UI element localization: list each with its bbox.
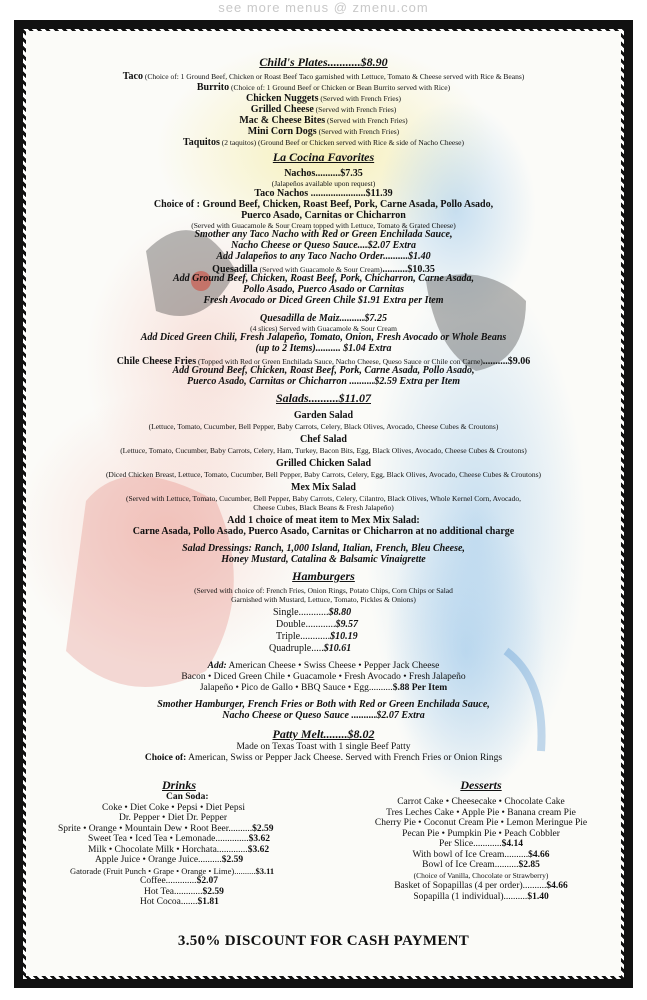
drinks-line: Dr. Pepper • Diet Dr. Pepper xyxy=(119,813,228,823)
taco-nachos-price: Taco Nachos ......................$11.39 xyxy=(254,188,393,199)
child-item-nuggets: Chicken Nuggets (Served with French Fries) xyxy=(246,93,401,104)
salad-dressings-1: Salad Dressings: Ranch, 1,000 Island, Italian, French, Bleu Cheese, xyxy=(182,543,465,554)
drinks-line: Sprite • Orange • Mountain Dew • Root Beer..........$2.59 xyxy=(58,823,274,834)
hamburgers-note-2: Garnished with Mustard, Lettuce, Tomato, Pickles & Onions) xyxy=(231,595,416,604)
mex-mix-meat-1: Add 1 choice of meat item to Mex Mix Salad: xyxy=(227,515,420,526)
drinks-line: Milk • Chocolate Milk • Horchata.............$3.62 xyxy=(88,844,270,855)
drinks-line: Coffee.............$2.07 xyxy=(140,876,218,886)
jalapenos-add: Add Jalapeños to any Taco Nacho Order..........$1.40 xyxy=(216,251,431,262)
quesadilla-add-1: Add Ground Beef, Chicken, Roast Beef, Pork, Chicharron, Carne Asada, xyxy=(172,273,475,284)
maiz-add-2: (up to 2 Items).......... $1.04 Extra xyxy=(255,343,392,354)
mex-mix-meat-2: Carne Asada, Pollo Asado, Puerco Asado, Carnitas or Chicharron at no additional charge xyxy=(132,526,515,537)
quesadilla-add-3: Fresh Avocado or Diced Green Chile $1.91 Extra per Item xyxy=(203,295,444,306)
drinks-line: Gatorade (Fruit Punch • Grape • Orange • Lime)..........$3.11 xyxy=(70,865,275,876)
burger-add-2: Bacon • Diced Green Chile • Guacamole • Fresh Avocado • Fresh Jalapeño xyxy=(181,672,466,682)
patty-melt-line-1: Made on Texas Toast with 1 single Beef Patty xyxy=(236,742,411,752)
menu-page xyxy=(26,31,621,976)
smother-line-1: Smother any Taco Nacho with Red or Green Enchilada Sauce, xyxy=(194,229,453,240)
child-item-mac-cheese: Mac & Cheese Bites (Served with French Fries) xyxy=(239,115,408,126)
taco-nachos-choice-1: Choice of : Ground Beef, Chicken, Roast Beef, Pork, Carne Asada, Pollo Asado, xyxy=(153,199,494,210)
desserts-line: With bowl of Ice Cream..........$4.66 xyxy=(412,849,550,860)
drinks-section xyxy=(58,778,328,908)
drinks-line: Sweet Tea • Iced Tea • Lemonade..............$3.62 xyxy=(88,834,270,844)
desserts-line: Sopapilla (1 individual)..........$1.40 xyxy=(413,891,549,902)
child-item-taquitos: Taquitos (2 taquitos) (Ground Beef or Chicken served with Rice & side of Nacho Cheese) xyxy=(183,137,464,148)
salad-dressings-2: Honey Mustard, Catalina & Balsamic Vinaigrette xyxy=(221,554,426,565)
child-item-grilled-cheese: Grilled Cheese (Served with French Fries) xyxy=(250,104,397,115)
maiz-add-1: Add Diced Green Chili, Fresh Jalapeño, Tomato, Onion, Fresh Avocado or Whole Beans xyxy=(140,332,507,343)
mex-mix-salad-desc-1: (Served with Lettuce, Tomato, Cucumber, Bell Pepper, Baby Carrots, Celery, Cilantro, Black Olives, Whole Kernel Corn, Avocado, xyxy=(126,494,521,503)
size-triple: Triple............$10.19 xyxy=(276,631,358,642)
patty-melt-line-2: Choice of: American, Swiss or Pepper Jack Cheese. Served with French Fries or Onion Rings xyxy=(144,753,503,763)
size-single: Single............$8.80 xyxy=(273,607,352,618)
patty-melt-title: Patty Melt........$8.02 xyxy=(272,727,375,741)
hamburger-sizes xyxy=(269,607,423,655)
garden-salad: Garden Salad xyxy=(293,410,354,421)
burger-smother-1: Smother Hamburger, French Fries or Both with Red or Green Enchilada Sauce, xyxy=(157,699,490,710)
watermark: see more menus @ zmenu.com xyxy=(218,0,429,15)
desserts-line: (Choice of Vanilla, Chocolate or Strawberry) xyxy=(413,870,549,880)
mex-mix-salad: Mex Mix Salad xyxy=(291,482,356,493)
desserts-line: Tres Leches Cake • Apple Pie • Banana cream Pie xyxy=(386,807,576,818)
hamburgers-note-1: (Served with choice of: French Fries, Onion Rings, Potato Chips, Corn Chips or Salad xyxy=(194,586,453,595)
quesadilla-add-2: Pollo Asado, Puerco Asado or Carnitas xyxy=(243,284,404,295)
size-double: Double............$9.57 xyxy=(276,619,358,630)
menu-content xyxy=(26,31,621,976)
drinks-line: Apple Juice • Orange Juice..........$2.59 xyxy=(95,855,244,865)
nachos-note: (Jalapeños available upon request) xyxy=(271,179,376,188)
chef-salad: Chef Salad xyxy=(300,434,347,445)
desserts-line: Basket of Sopapillas (4 per order)..........$4.66 xyxy=(394,881,568,891)
burger-smother-2: Nacho Cheese or Queso Sauce ..........$2.07 Extra xyxy=(222,710,425,721)
desserts-section xyxy=(356,779,606,902)
desserts-line: Cherry Pie • Coconut Cream Pie • Lemon Meringue Pie xyxy=(374,818,588,828)
nachos-price: Nachos..........$7.35 xyxy=(284,168,363,179)
desserts-line: Carrot Cake • Cheesecake • Chocolate Cake xyxy=(397,797,565,807)
grilled-chicken-salad-desc: (Diced Chicken Breast, Lettuce, Tomato, Cucumber, Bell Pepper, Baby Carrots, Celery, Egg, Black Olives, Avocado, Cheese Cubes & Croutons) xyxy=(105,470,542,479)
quesadilla-maiz-price: Quesadilla de Maiz..........$7.25 xyxy=(260,313,387,324)
desserts-line: Pecan Pie • Pumpkin Pie • Peach Cobbler xyxy=(402,828,560,839)
garden-salad-desc: (Lettuce, Tomato, Cucumber, Bell Pepper, Baby Carrots, Celery, Black Olives, Avocado, Cheese Cubes & Croutons) xyxy=(148,422,499,431)
desserts-line: Bowl of Ice Cream..........$2.85 xyxy=(422,860,540,870)
burger-add-1: Add: American Cheese • Swiss Cheese • Pepper Jack Cheese xyxy=(207,661,440,671)
quesadilla-maiz-note: (4 slices) Served with Guacamole & Sour Cream xyxy=(250,324,397,333)
desserts-line: Per Slice............$4.14 xyxy=(439,839,523,849)
taco-nachos-note: (Served with Guacamole & Sour Cream topped with Lettuce, Tomato & Grated Cheese) xyxy=(191,221,456,230)
chile-cheese-fries-line: Chile Cheese Fries (Topped with Red or Green Enchilada Sauce, Nacho Cheese, Queso Sauce or Chile con Carne)..........$9.06 xyxy=(116,356,531,367)
cocina-title: La Cocina Favorites xyxy=(272,150,375,164)
child-item-taco: Taco (Choice of: 1 Ground Beef, Chicken or Roast Beef Taco garnished with Lettuce, Tomato & Cheese served with Rice & Beans) xyxy=(122,71,525,82)
smother-line-2: Nacho Cheese or Queso Sauce....$2.07 Extra xyxy=(230,240,416,251)
salads-title: Salads..........$11.07 xyxy=(275,391,371,405)
grilled-chicken-salad: Grilled Chicken Salad xyxy=(275,458,371,469)
mex-mix-salad-desc-2: Cheese Cubes, Black Beans & Fresh Jalapeño) xyxy=(253,503,394,512)
drinks-title: Drinks xyxy=(162,778,197,792)
childs-plates-title: Child's Plates...........$8.90 xyxy=(259,55,388,69)
taco-nachos-choice-2: Puerco Asado, Carnitas or Chicharron xyxy=(241,210,406,221)
burger-add-3: Jalapeño • Pico de Gallo • BBQ Sauce • Egg..........$.88 Per Item xyxy=(199,683,448,693)
child-item-corn-dogs: Mini Corn Dogs (Served with French Fries) xyxy=(247,126,400,137)
chef-salad-desc: (Lettuce, Tomato, Cucumber, Baby Carrots, Celery, Ham, Turkey, Bacon Bits, Egg, Black Olives, Avocado, Cheese Cubes & Croutons) xyxy=(120,446,527,455)
drinks-line: Hot Tea............$2.59 xyxy=(144,886,224,897)
ccf-add-2: Puerco Asado, Carnitas or Chicharron ..........$2.59 Extra per Item xyxy=(186,376,460,387)
child-item-burrito: Burrito (Choice of: 1 Ground Beef or Chicken or Bean Burrito served with Rice) xyxy=(196,82,451,93)
drinks-line: Coke • Diet Coke • Pepsi • Diet Pepsi xyxy=(102,802,245,813)
size-quadruple: Quadruple.....$10.61 xyxy=(269,643,352,654)
desserts-title: Desserts xyxy=(460,778,502,792)
ccf-add-1: Add Ground Beef, Chicken, Roast Beef, Pork, Carne Asada, Pollo Asado, xyxy=(172,365,475,376)
drinks-line: Hot Cocoa.......$1.81 xyxy=(140,897,219,907)
hamburgers-title: Hamburgers xyxy=(292,569,355,583)
cash-discount-footer: 3.50% DISCOUNT FOR CASH PAYMENT xyxy=(177,933,470,949)
quesadilla-line: Quesadilla (Served with Guacamole & Sour Cream)..........$10.35 xyxy=(212,264,435,275)
drinks-subtitle: Can Soda: xyxy=(166,792,209,802)
